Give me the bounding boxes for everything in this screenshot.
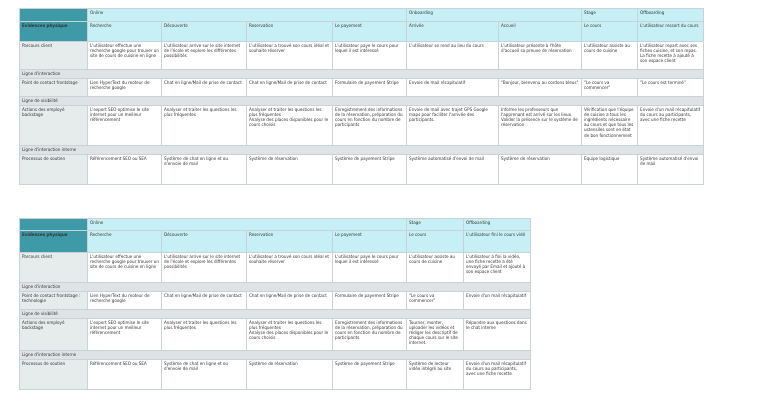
table-cell: L'utilisateur paye le cours pour lequel il est intéressé — [333, 42, 407, 70]
table-cell: Informe les professeurs que l'apprenant est arrivé sur les lieux. Valider la présence sur le système de réservation — [499, 106, 582, 146]
phase-online: Online — [88, 9, 407, 22]
table-cell: L'utilisateur effectue une recherche google pour trouver un site de cours de cuisine en ligne — [88, 253, 162, 283]
visibility-line: Ligne de visibilité — [20, 310, 531, 319]
table-cell: Système de lecteur vidéo intégré au site — [407, 360, 464, 390]
table-cell: Envoie de mail récapitulatif — [407, 79, 499, 97]
step-payement: Le payement — [333, 22, 407, 42]
step-sortie: L'utilisateur ressort du cours — [638, 22, 704, 42]
phase-stage: Stage — [407, 219, 464, 231]
internal-interaction-line: Ligne d'interaction interne — [20, 351, 531, 360]
table-cell: L'utilisateur présente à l'hôte d'accueil sa preuve de réservation — [499, 42, 582, 70]
table-cell: L'utilisateur se rend au lieu du cours — [407, 42, 499, 70]
row-label: Parcours client — [20, 253, 88, 283]
table-cell: Système de chat en ligne et ou d'envoie de mail — [162, 155, 247, 185]
table-cell: "Le cours est terminé" — [638, 79, 704, 97]
phase-offboarding: Offboarding — [464, 219, 531, 231]
table-cell: L'utilisateur à fini la vidéo, une fiche recette a été envoyé par Email et ajouté à son espace client — [464, 253, 531, 283]
table-cell: Enregistrement des informations de la réservation, préparation du cours en fonction du nombre de participants — [333, 319, 407, 351]
step-cours: Le cours — [582, 22, 638, 42]
phase-stage: Stage — [582, 9, 638, 22]
table-cell: Chat en ligne/Mail de prise de contact — [162, 79, 247, 97]
row-label: Actions des employé backstage — [20, 319, 88, 351]
table-cell: Système de réservation — [247, 155, 333, 185]
table-cell: L'utilisateur assiste au cours de cuisine — [582, 42, 638, 70]
table-cell: L'utilisateur effectue une recherche google pour trouver un site de cours de cuisine en ligne — [88, 42, 162, 70]
physical-evidence-label: Evidences physique — [20, 22, 88, 42]
step-recherche: Recherche — [88, 22, 162, 42]
table-cell: L'utilisateur paye le cours pour lequel il est intéressé — [333, 253, 407, 283]
visibility-line: Ligne de visibilité — [20, 97, 704, 106]
table-cell: Envoie d'un mail récapitulatif — [464, 292, 531, 310]
table-cell: L'utilisateur assiste au cours de cuisine — [407, 253, 464, 283]
table-cell: "Le cours va commencer" — [582, 79, 638, 97]
table-cell: Formulaire de payement Stripe — [333, 292, 407, 310]
step-reservation: Reservation — [247, 22, 333, 42]
table-cell: Répondre aux questions dans le chat interne — [464, 319, 531, 351]
table-cell: Système de réservation — [247, 360, 333, 390]
table-cell: L'utilisateur a trouvé son cours idéal et souhaite réserver — [247, 253, 333, 283]
row-label: Actions des employé backstage — [20, 106, 88, 146]
step-decouverte: Découverte — [162, 231, 247, 253]
blueprint-table-1 — [19, 8, 704, 185]
table-cell: L'utilisateur a trouvé son cours idéal et souhaite réserver — [247, 42, 333, 70]
table-cell: Analyser et traiter les questions les plus fréquentes Analyse des places disponibles pour le cours choisis — [247, 319, 333, 351]
row-label: Processus de soutien — [20, 155, 88, 185]
table-cell: Equipe logistique — [582, 155, 638, 185]
step-recherche: Recherche — [88, 231, 162, 253]
table-cell: Lien HyperText du moteur de recherche google — [88, 292, 162, 310]
table-cell: Envoie d'un mail récapitulatif du cours au participants, avec une fiche recette — [464, 360, 531, 390]
table-cell: Référencement SEO ou SEA — [88, 360, 162, 390]
table-cell: Chat en ligne/Mail de prise de contact — [162, 292, 247, 310]
table-cell: L'utilisateur arrive sur le site internet de l'école et explore les différentes possibilités — [162, 42, 247, 70]
table-cell: Formulaire de payement Stripe — [333, 79, 407, 97]
step-fin: L'utilisateur fini le cours vidé — [464, 231, 531, 253]
step-accueil: Accueil — [499, 22, 582, 42]
table-cell: Système de réservation — [499, 155, 582, 185]
interaction-line: Ligne d'interaction — [20, 283, 531, 292]
row-label: Point de contact frontstage — [20, 79, 88, 97]
row-label: Parcours client — [20, 42, 88, 70]
phase-onboarding: Onboarding — [407, 9, 582, 22]
table-cell: Référencement SEO ou SEA — [88, 155, 162, 185]
table-cell: L'expert SEO optimise le site internet pour un meilleur référencement — [88, 319, 162, 351]
table-cell: Vérification que l'équipe de cuisine a tous les ingrédients nécessaire au cours et que tous les ustensiles sont en état de bon fonctionnement — [582, 106, 638, 146]
step-cours: Le cours — [407, 231, 464, 253]
table-cell: Analyser et traiter les questions les plus fréquentes Analyse des places disponibles pour le cours choisis — [247, 106, 333, 146]
table-cell: "Le cours va commencer" — [407, 292, 464, 310]
table-cell: Analyser et traiter les questions les plus fréquentes — [162, 106, 247, 146]
table-cell: "Bonjour, bienvenu au cordons bleus" — [499, 79, 582, 97]
table-cell: L'expert SEO optimise le site internet pour un meilleur référencement — [88, 106, 162, 146]
table-cell: Système de payement Stripe — [333, 155, 407, 185]
blueprint-table-2 — [19, 218, 531, 390]
step-decouverte: Découverte — [162, 22, 247, 42]
table-cell: Lien HyperText du moteur de recherche google — [88, 79, 162, 97]
physical-evidence-label: Evidences physique — [20, 231, 88, 253]
corner-cell — [20, 9, 88, 22]
internal-interaction-line: Ligne d'interaction interne — [20, 146, 704, 155]
table-cell: Système de chat en ligne et ou d'envoie de mail — [162, 360, 247, 390]
table-cell: L'utilisateur arrive sur le site internet de l'école et explore les différentes possibilités — [162, 253, 247, 283]
table-cell: Chat en ligne/Mail de prise de contact — [247, 79, 333, 97]
table-cell: Système automatisé d'envoi de mail — [407, 155, 499, 185]
step-arrivee: Arrivée — [407, 22, 499, 42]
interaction-line: Ligne d'interaction — [20, 70, 704, 79]
step-reservation: Reservation — [247, 231, 333, 253]
corner-cell — [20, 219, 88, 231]
step-payement: Le payement — [333, 231, 407, 253]
row-label: Processus de soutien — [20, 360, 88, 390]
phase-offboarding: Offboarding — [638, 9, 704, 22]
table-cell: Système de payement Stripe — [333, 360, 407, 390]
row-label: Point de contact frontstage : technologie — [20, 292, 88, 310]
table-cell: Analyser et traiter les questions les plus fréquentes — [162, 319, 247, 351]
table-cell: Tourner, monter, uploader les vidéos et rédiger les descriptif de chaque cours sur le site internet. — [407, 319, 464, 351]
table-cell: Enregistrement des informations de la réservation, préparation du cours en fonction du nombre de participants — [333, 106, 407, 146]
table-cell: Système automatisé d'envoi de mail — [638, 155, 704, 185]
table-cell: Chat en ligne/Mail de prise de contact — [247, 292, 333, 310]
table-cell: Envoie de mail avec trajet GPS Google maps pour faciliter l'arrivée des participants. — [407, 106, 499, 146]
table-cell: L'utilisateur repart avec ses fiches cuisine, et son repas. La fiche recette à ajouté à son espace client — [638, 42, 704, 70]
phase-online: Online — [88, 219, 407, 231]
table-cell: Envoie d'un mail récapitulatif du cours au participants, avec une fiche recette — [638, 106, 704, 146]
